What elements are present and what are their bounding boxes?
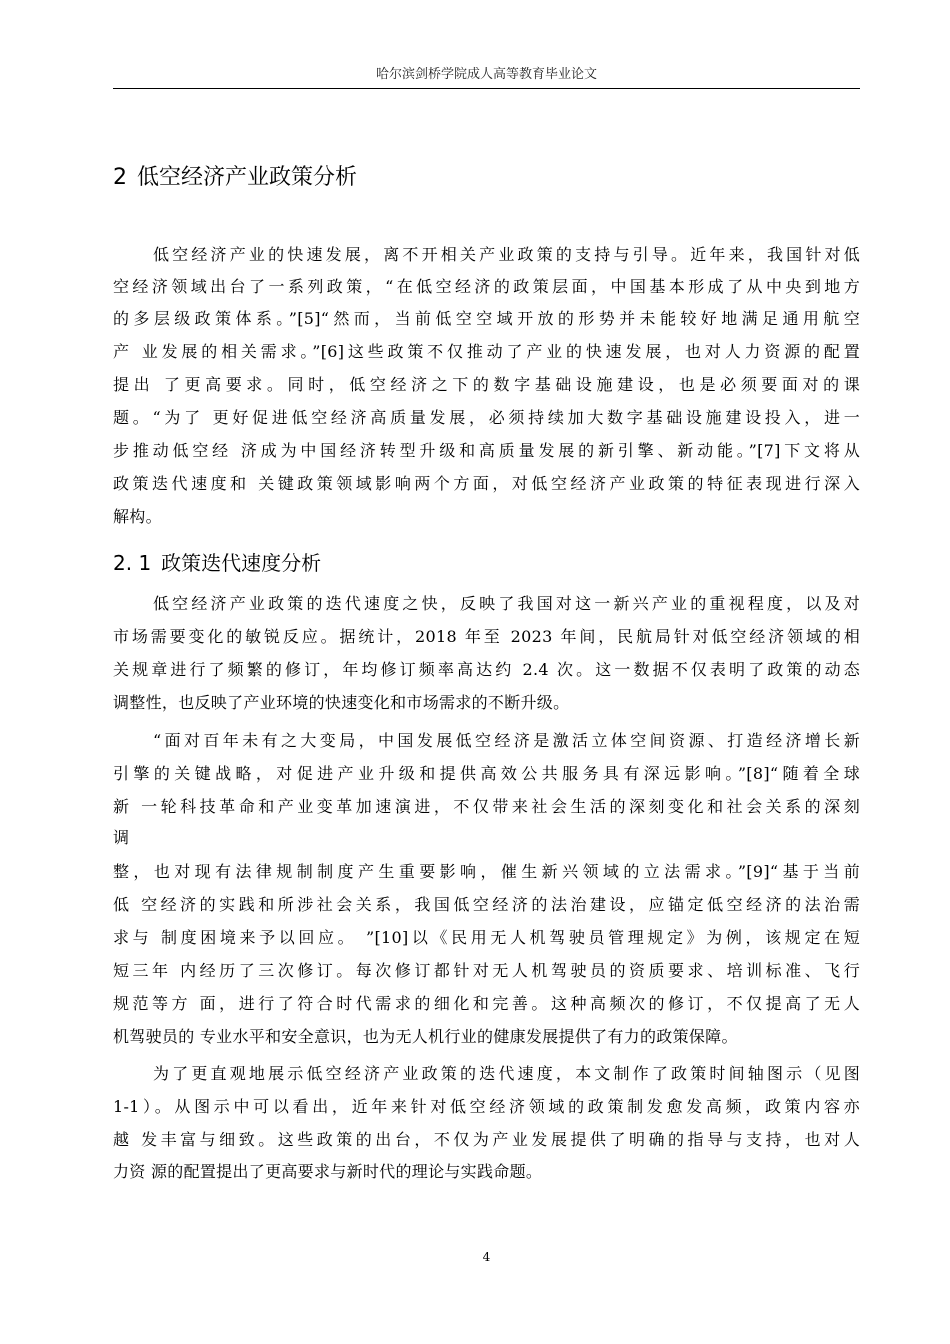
header-rule xyxy=(113,88,860,89)
text-line: 关规章进行了频繁的修订，年均修订频率高达约 2.4 次。这一数据不仅表明了政策的动态 xyxy=(113,660,860,679)
text-line: 求与 制度困境来予以回应。 ”[10]以《民用无人机驾驶员管理规定》为例，该规定在短 xyxy=(113,928,860,947)
text-line: 提出 了更高要求。同时，低空经济之下的数字基础设施建设，也是必须要面对的课 xyxy=(113,375,860,394)
text-line: 产 业发展的相关需求。”[6]这些政策不仅推动了产业的快速发展，也对人力资源的配置 xyxy=(113,342,860,361)
text-line: 力资 源的配置提出了更高要求与新时代的理论与实践命题。 xyxy=(113,1162,543,1181)
text-line: 机驾驶员的 专业水平和安全意识，也为无人机行业的健康发展提供了有力的政策保障。 xyxy=(113,1027,738,1046)
page-number: 4 xyxy=(482,1250,491,1264)
text-line: 低 空经济的实践和所涉社会关系，我国低空经济的法治建设，应锚定低空经济的法治需 xyxy=(113,895,860,914)
text-line: “面对百年未有之大变局，中国发展低空经济是激活立体空间资源、打造经济增长新 xyxy=(153,731,860,750)
text-line: 低空经济产业的快速发展，离不开相关产业政策的支持与引导。近年来，我国针对低 xyxy=(153,245,860,264)
text-line: 调整性，也反映了产业环境的快速变化和市场需求的不断升级。 xyxy=(113,693,570,712)
text-line: 市场需要变化的敏锐反应。据统计，2018 年至 2023 年间，民航局针对低空经济领域的相 xyxy=(113,627,860,646)
text-line: 1-1）。从图示中可以看出，近年来针对低空经济领域的政策制发愈发高频，政策内容亦 xyxy=(113,1097,860,1116)
text-line: 解构。 xyxy=(113,507,162,526)
text-line: 低空经济产业政策的迭代速度之快，反映了我国对这一新兴产业的重视程度，以及对 xyxy=(153,594,860,613)
text-line: 调 xyxy=(113,828,130,847)
section-number: 2 xyxy=(113,165,127,190)
text-line: 新 一轮科技革命和产业变革加速演进，不仅带来社会生活的深刻变化和社会关系的深刻 xyxy=(113,797,860,816)
subsection-title: 政策迭代速度分析 xyxy=(161,551,322,575)
text-line: 整，也对现有法律规制制度产生重要影响，催生新兴领域的立法需求。”[9]“基于当前 xyxy=(113,862,860,881)
running-header: 哈尔滨剑桥学院成人高等教育毕业论文 xyxy=(375,67,597,82)
text-line: 步推动低空经 济成为中国经济转型升级和高质量发展的新引擎、新动能。”[7]下文将从 xyxy=(113,441,860,460)
text-line: 政策迭代速度和 关键政策领域影响两个方面，对低空经济产业政策的特征表现进行深入 xyxy=(113,474,860,493)
text-line: 为了更直观地展示低空经济产业政策的迭代速度，本文制作了政策时间轴图示（见图 xyxy=(153,1064,860,1083)
subsection-number: 2. 1 xyxy=(113,551,152,575)
text-line: 规范等方 面，进行了符合时代需求的细化和完善。这种高频次的修订，不仅提高了无人 xyxy=(113,994,860,1013)
section-heading xyxy=(113,162,860,194)
text-line: 引擎的关键战略，对促进产业升级和提供高效公共服务具有深远影响。”[8]“随着全球 xyxy=(113,764,860,783)
text-line: 越 发丰富与细致。这些政策的出台，不仅为产业发展提供了明确的指导与支持，也对人 xyxy=(113,1130,860,1149)
text-line: 的多层级政策体系。”[5]“然而，当前低空空域开放的形势并未能较好地满足通用航空 xyxy=(113,309,860,328)
section-title: 低空经济产业政策分析 xyxy=(137,165,358,190)
text-line: 短三年 内经历了三次修订。每次修订都针对无人机驾驶员的资质要求、培训标准、飞行 xyxy=(113,961,860,980)
text-line: 空经济领域出台了一系列政策，“在低空经济的政策层面，中国基本形成了从中央到地方 xyxy=(113,277,860,296)
subsection-heading xyxy=(113,548,860,578)
text-line: 题。“为了 更好促进低空经济高质量发展，必须持续加大数字基础设施建设投入，进一 xyxy=(113,408,860,427)
